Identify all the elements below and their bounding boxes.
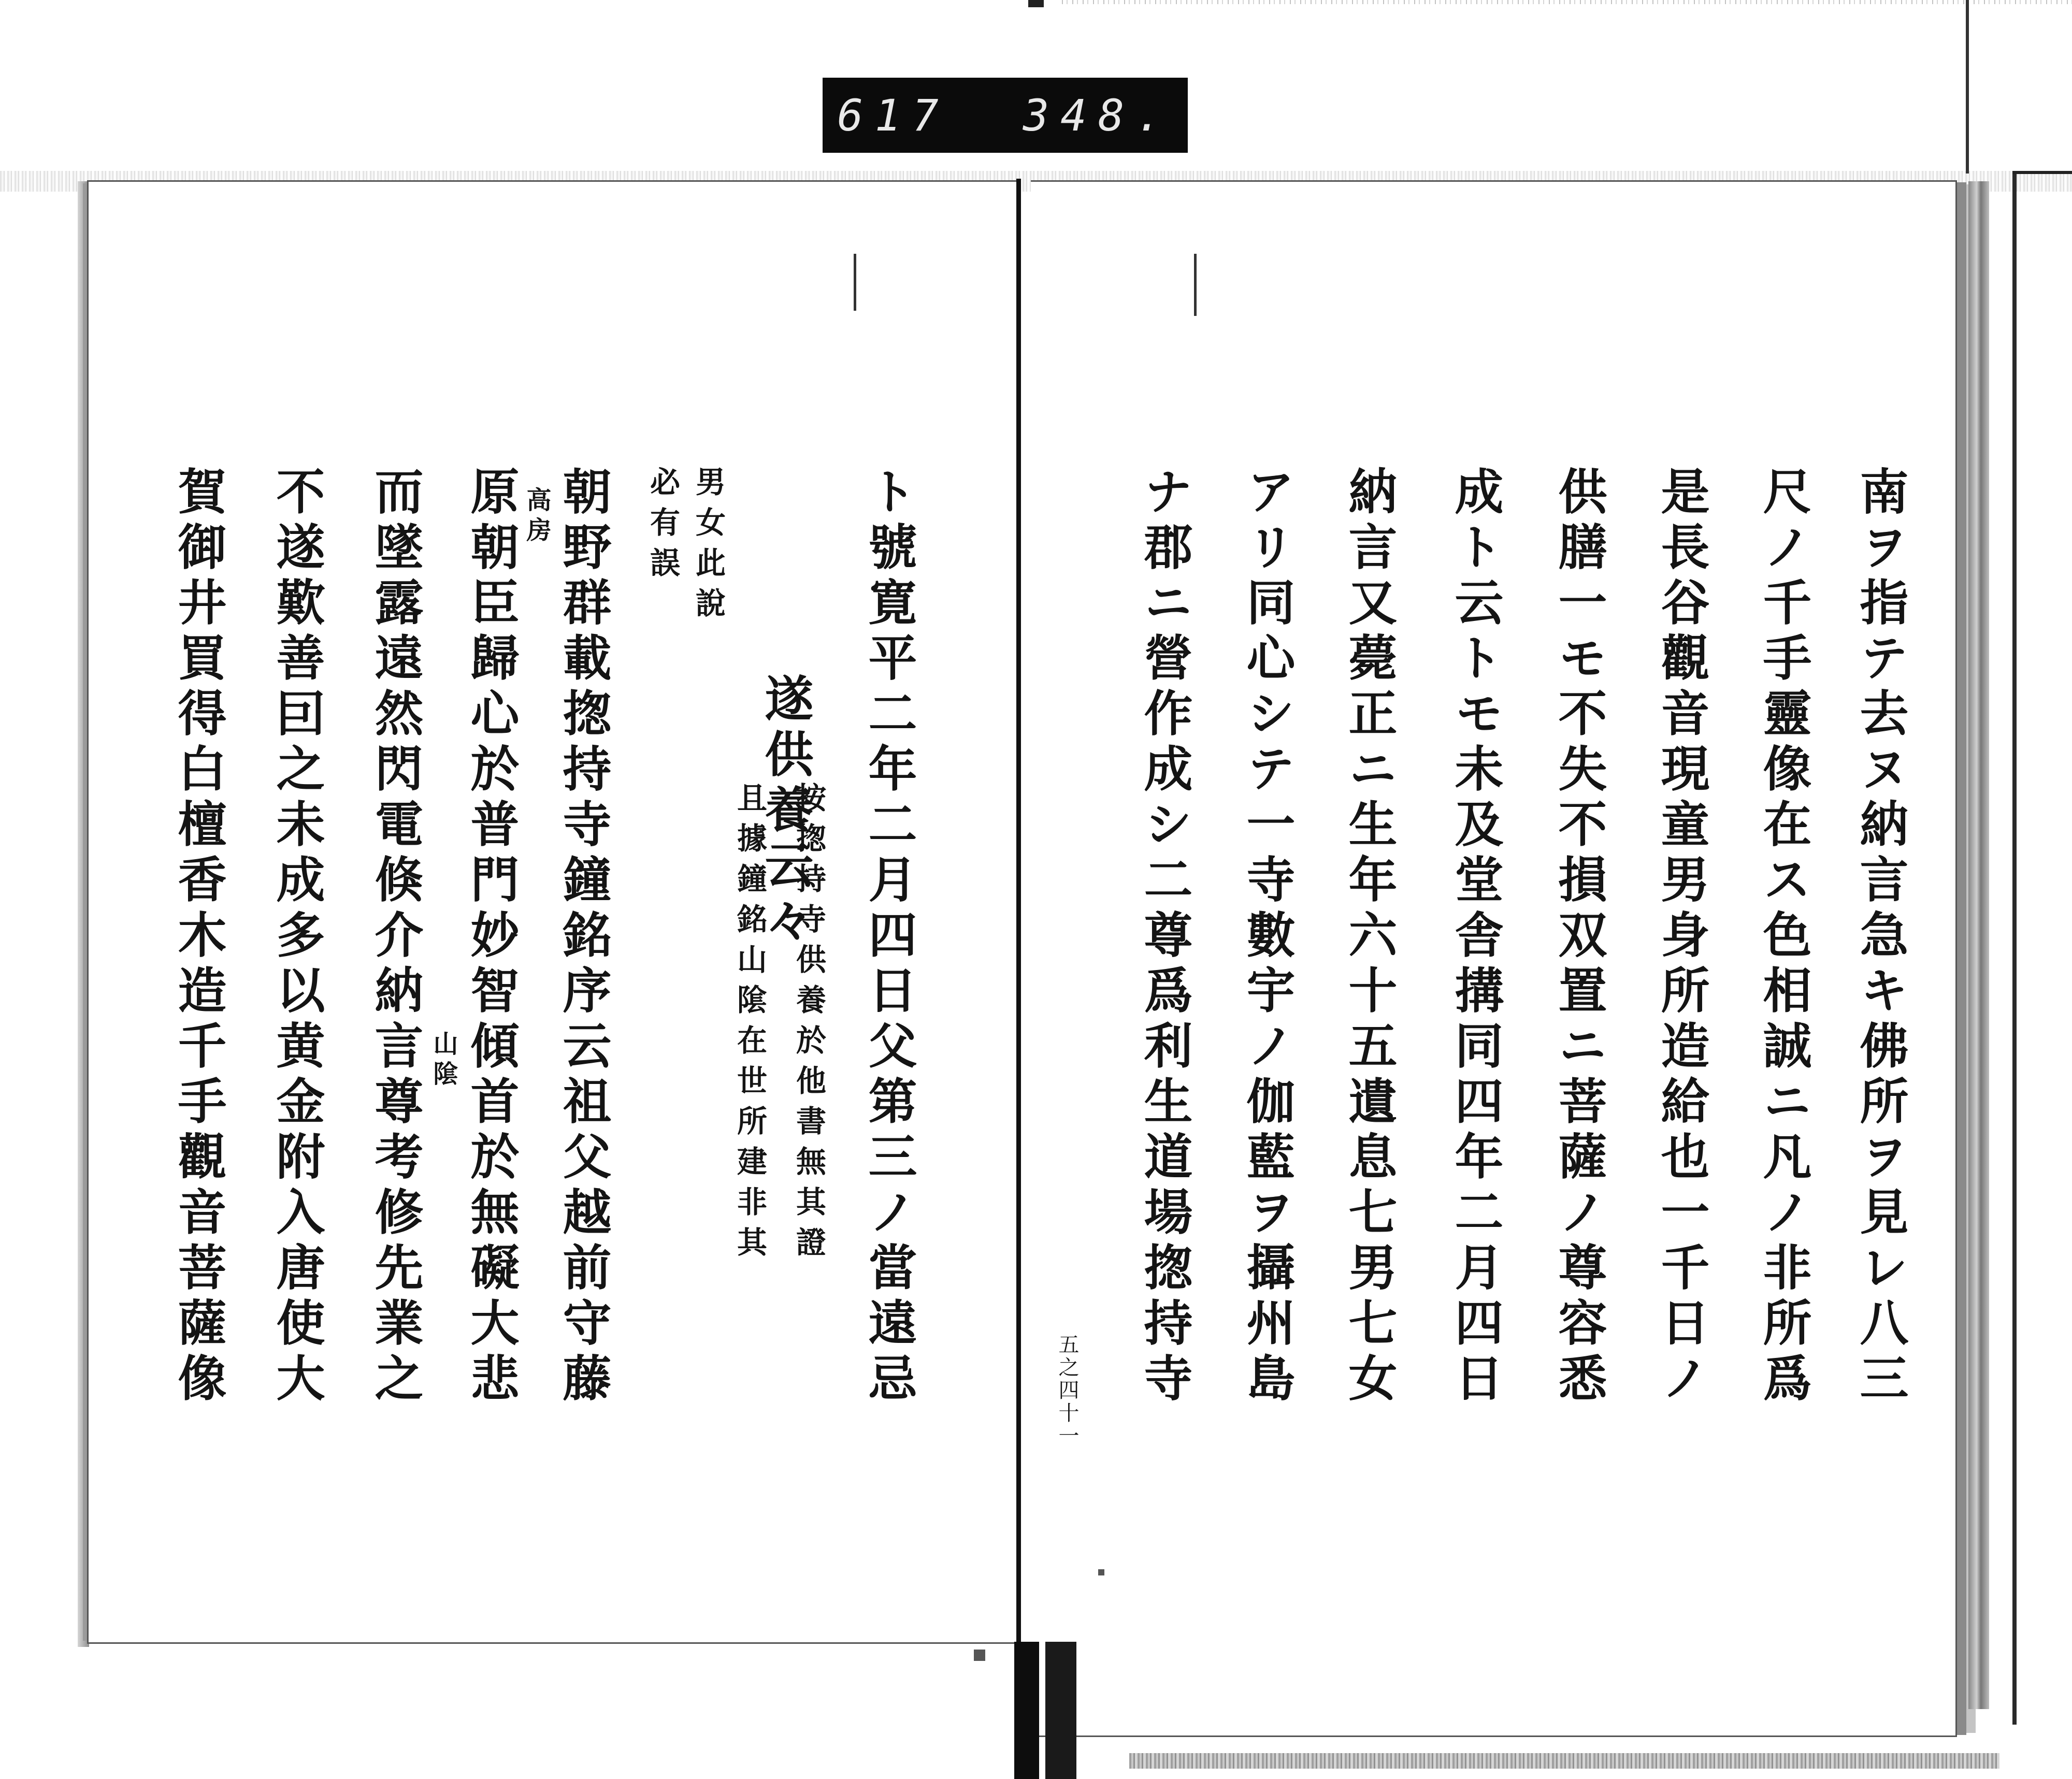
text-column: 是長谷觀音現童男身所造給也一千日ノ [1652,466,1709,1408]
scan-edge-line [2012,171,2072,174]
book-gutter-shadow [1045,1642,1076,1779]
text-column: 朝野群載揔持寺鐘銘序云祖父越前守藤 [554,466,611,1408]
text-column: 成ト云トモ未及堂舎搆同四年二月四日 [1446,466,1503,1408]
text-column: ト號寛平二年二月四日父第三ノ當遠忌 [860,466,917,1408]
book-gutter-shadow [1014,1642,1039,1779]
annotation-note: 必有誤 [645,466,680,587]
folio-number: 五之四十一 [1055,1334,1079,1448]
interlinear-gloss: 高房 [522,487,551,547]
annotation-note: 按揔持寺供養於他書無其證 [791,782,826,1267]
microfilm-frame-label [823,78,1188,153]
book-gutter [1016,179,1021,1644]
frame-number-left: 617 [837,90,950,141]
text-column: 尺ノ千手靈像在ス色相誠ニ凡ノ非所爲 [1754,466,1811,1408]
scan-speck [1098,1569,1104,1575]
text-column: 原朝臣歸心於普門妙智傾首於無礙大悲 [462,466,519,1408]
text-column: 供膳一モ不失不損双置ニ菩薩ノ尊容悉 [1550,466,1607,1408]
text-column: ナ郡ニ營作成シ二尊爲利生道場揔持寺 [1135,466,1192,1408]
scan-edge-line [1966,0,1969,173]
frame-number-right: 348. [1023,90,1173,141]
right-page-edge-stack [1968,181,1989,1709]
annotation-note: 且據鐘銘山隂在世所建非其 [732,782,767,1267]
annotation-note: 男女此說 [690,466,726,628]
scan-edge-mark [1028,0,1044,7]
text-column: 而墜露遠然閃電倏介納言尊考修先業之 [366,466,423,1408]
text-column: 不遂歎善囙之未成多以黄金附入唐使大 [268,466,325,1408]
scan-edge-speckle [1062,0,2072,4]
scan-background-band [1129,1753,1999,1769]
page-tick-mark [1194,254,1197,316]
scan-edge-line [2012,171,2017,1725]
scan-speck [974,1650,985,1661]
text-column: 納言又薨正ニ生年六十五遺息七男七女 [1340,466,1397,1408]
text-column: 賀御井買得白檀香木造千手觀音菩薩像 [169,466,226,1408]
text-column: 遂供養云々 [756,673,813,950]
text-column: アリ同心シテ一寺數宇ノ伽藍ヲ攝州島 [1238,466,1295,1408]
text-column: 南ヲ指テ去ヌ納言急キ佛所ヲ見レ八三 [1851,466,1908,1408]
page-tick-mark [854,254,856,311]
interlinear-gloss: 山隂 [429,1031,458,1091]
